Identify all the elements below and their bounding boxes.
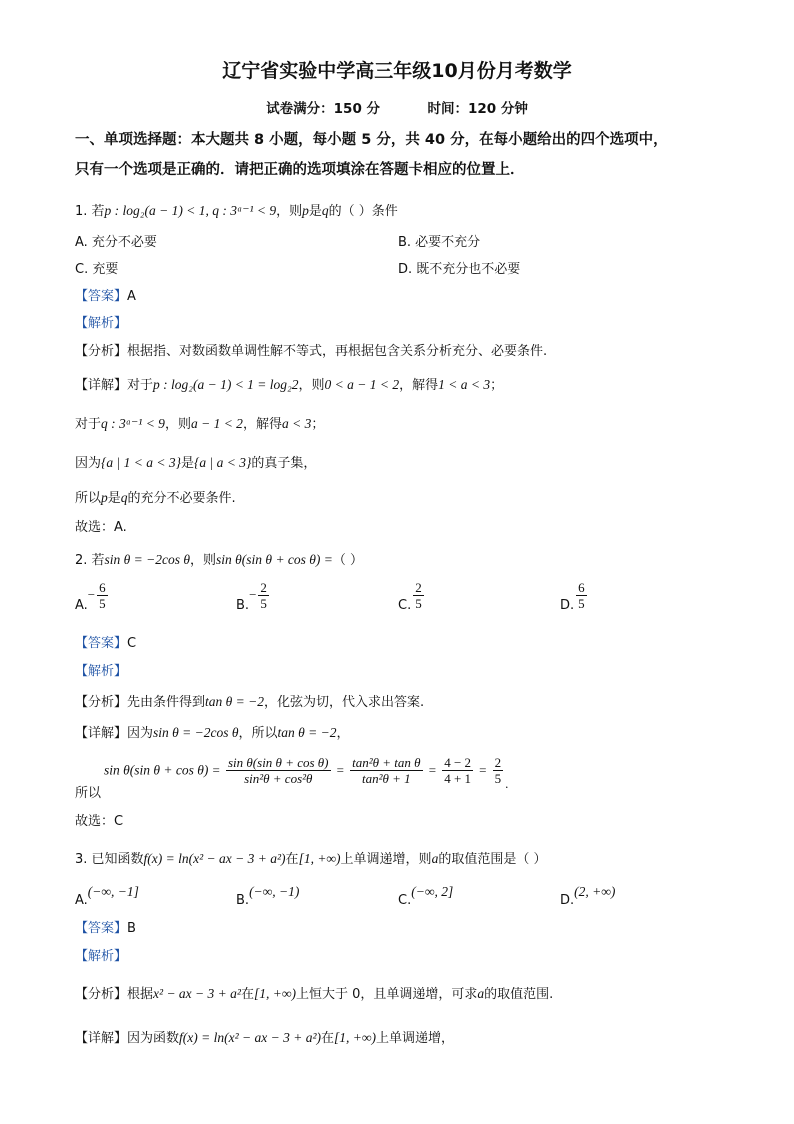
formula: tan θ = −2 — [277, 725, 337, 740]
text: 在 — [240, 987, 254, 1002]
q1-formula: p : log₂(a − 1) < 1, q : 3ᵃ⁻¹ < 9 — [104, 203, 277, 218]
text: ， — [336, 726, 350, 741]
section-heading-line1: 一、单项选择题：本大题共 8 小题，每小题 5 分，共 40 分，在每小题给出的四个选项中， — [75, 132, 668, 148]
fraction-2 — [350, 755, 422, 786]
text: 所以 — [75, 491, 102, 506]
formula: 0 < a − 1 < 2 — [324, 377, 400, 392]
q3-stem — [75, 848, 546, 867]
text: 在 — [285, 852, 299, 867]
q3-number: 3. 已知函数 — [75, 852, 144, 867]
q2-detail-so: 所以 — [75, 786, 102, 801]
q1-detail-line1 — [75, 374, 503, 393]
option-fraction — [258, 580, 269, 611]
option-letter: D. — [560, 598, 575, 613]
denominator: sin²θ + cos²θ — [244, 771, 313, 786]
text: ，则 — [298, 378, 325, 393]
fenxi-tag: 【分析】 — [75, 987, 128, 1002]
fraction-3 — [442, 755, 473, 786]
denominator: 5 — [494, 771, 502, 786]
text: 因为 — [75, 456, 102, 471]
formula: f(x) = ln(x² − ax − 3 + a²) — [143, 851, 286, 866]
text: 上恒大于 0，且单调递增，可求 — [295, 987, 478, 1002]
equals-sign: = — [212, 762, 220, 778]
option-letter: B. — [236, 598, 250, 613]
option-letter: C. — [398, 893, 412, 908]
formula: p : log₂(a − 1) < 1 = log₂2 — [153, 377, 299, 392]
equals-sign: = — [336, 762, 344, 778]
detail-tag: 【详解】 — [75, 1031, 128, 1046]
option-fraction — [576, 580, 587, 611]
q1-p: p — [302, 203, 309, 218]
formula: f(x) = ln(x² − ax − 3 + a²) — [179, 1030, 322, 1045]
fenxi-text: 根据指、对数函数单调性解不等式，再根据包含关系分析充分、必要条件. — [127, 344, 548, 359]
formula: [1, +∞) — [334, 1030, 377, 1045]
q1-text: 是 — [308, 204, 322, 219]
q1-fenxi — [75, 340, 547, 359]
text: 的充分不必要条件. — [127, 491, 236, 506]
q1-text: ，则 — [276, 204, 303, 219]
text: 因为 — [127, 726, 154, 741]
formula: sin θ(sin θ + cos θ) = — [216, 552, 333, 567]
formula: [1, +∞) — [298, 851, 341, 866]
formula: 1 < a < 3 — [438, 377, 491, 392]
q1-detail-line4 — [75, 487, 236, 506]
text: ，解得 — [399, 378, 439, 393]
denominator: 5 — [99, 596, 106, 611]
text: 是 — [107, 491, 121, 506]
text: 的真子集， — [251, 456, 317, 471]
option-letter: A. — [75, 893, 88, 908]
answer-value: A — [127, 289, 136, 304]
formula: p — [101, 490, 108, 505]
denominator: tan²θ + 1 — [362, 771, 411, 786]
q2-stem — [75, 549, 363, 568]
q1-number: 1. 若 — [75, 204, 105, 219]
numerator: sin θ(sin θ + cos θ) — [228, 755, 329, 770]
q2-choose: 故选：C — [75, 814, 124, 829]
formula: x² − ax − 3 + a² — [153, 986, 241, 1001]
formula: sin θ = −2cos θ — [153, 725, 239, 740]
text: 因为函数 — [127, 1031, 180, 1046]
numerator: 6 — [99, 580, 106, 595]
answer-tag: 【答案】 — [75, 636, 128, 651]
option-value: (−∞, −1] — [87, 884, 139, 899]
formula: sin θ = −2cos θ — [104, 552, 191, 567]
option-sign: − — [249, 587, 257, 602]
q3-option-d — [560, 884, 616, 908]
equals-sign: = — [479, 762, 487, 778]
q2-answer — [75, 632, 136, 651]
fenxi-tag: 【分析】 — [75, 695, 128, 710]
formula: a — [431, 851, 439, 866]
exam-meta — [0, 97, 794, 117]
formula: a − 1 < 2 — [190, 416, 243, 431]
q1-analysis-tag: 【解析】 — [75, 316, 128, 331]
text: 对于 — [75, 417, 102, 432]
q1-answer — [75, 285, 136, 304]
option-letter: A. — [75, 598, 88, 613]
formula: q — [120, 490, 128, 505]
option-fraction — [413, 580, 424, 611]
score-info: 试卷满分：150 分 — [266, 101, 381, 117]
answer-tag: 【答案】 — [75, 289, 128, 304]
denominator: 5 — [578, 596, 585, 611]
q3-detail-line1 — [75, 1027, 454, 1046]
q3-analysis-tag: 【解析】 — [75, 949, 128, 964]
denominator: 4 + 1 — [444, 771, 472, 786]
q1-q: q — [321, 203, 329, 218]
q1-option-a: A. 充分不必要 — [75, 235, 157, 250]
option-sign: − — [87, 587, 96, 602]
q3-fenxi — [75, 983, 553, 1002]
option-letter: B. — [236, 893, 250, 908]
q2-analysis-tag: 【解析】 — [75, 664, 128, 679]
formula: [1, +∞) — [253, 986, 296, 1001]
q2-detail-line1 — [75, 722, 350, 741]
text: 先由条件得到 — [127, 695, 206, 710]
numerator: tan²θ + tan θ — [352, 755, 421, 770]
denominator: 5 — [260, 596, 267, 611]
text: 在 — [321, 1031, 335, 1046]
q1-stem — [75, 200, 398, 219]
numerator: 2 — [415, 580, 422, 595]
formula: {a | a < 3} — [194, 455, 252, 470]
formula: q : 3ᵃ⁻¹ < 9 — [101, 416, 165, 431]
text: ； — [311, 417, 325, 432]
numerator: 2 — [260, 580, 267, 595]
detail-tag: 【详解】 — [75, 378, 128, 393]
answer-tag: 【答案】 — [75, 921, 128, 936]
text: 的取值范围是（ ） — [438, 852, 547, 867]
q2-option-c — [398, 580, 426, 611]
q3-answer — [75, 917, 136, 936]
q3-option-a — [75, 884, 139, 908]
q3-option-b — [236, 884, 300, 908]
text: ，所以 — [238, 726, 278, 741]
option-value: (2, +∞) — [574, 884, 616, 899]
answer-value: C — [127, 636, 137, 651]
q2-option-d — [560, 580, 589, 611]
formula: {a | 1 < a < 3} — [101, 455, 181, 470]
text: 是 — [181, 456, 195, 471]
fenxi-tag: 【分析】 — [75, 344, 128, 359]
q2-option-a — [75, 580, 110, 611]
option-letter: D. — [560, 893, 575, 908]
q1-detail-line2 — [75, 413, 324, 432]
time-info: 时间：120 分钟 — [427, 101, 528, 117]
text: ，则 — [164, 417, 191, 432]
option-value: (−∞, −1) — [249, 884, 300, 899]
text: 对于 — [127, 378, 154, 393]
fraction-1 — [226, 755, 331, 786]
option-value: (−∞, 2] — [411, 884, 454, 899]
text: 上单调递增， — [376, 1031, 455, 1046]
q1-detail-line3 — [75, 452, 316, 471]
q2-number: 2. 若 — [75, 553, 105, 568]
formula: tan θ = −2 — [205, 694, 265, 709]
answer-value: B — [127, 921, 136, 936]
text: ，解得 — [242, 417, 282, 432]
q2-option-b — [236, 580, 271, 611]
text: ，则 — [190, 553, 217, 568]
text: ； — [490, 378, 504, 393]
q1-option-d: D. 既不充分也不必要 — [398, 262, 521, 277]
denominator: 5 — [415, 596, 422, 611]
page-title: 辽宁省实验中学高三年级10月份月考数学 — [222, 60, 572, 82]
q2-fenxi — [75, 691, 424, 710]
detail-tag: 【详解】 — [75, 726, 128, 741]
numerator: 6 — [578, 580, 585, 595]
q3-option-c — [398, 884, 454, 908]
q1-text: 的（ ）条件 — [328, 204, 398, 219]
numerator: 4 − 2 — [444, 755, 472, 770]
fraction-4 — [493, 755, 504, 786]
q2-detail-equation — [104, 755, 508, 792]
text: 上单调递增，则 — [340, 852, 432, 867]
q1-choose: 故选：A. — [75, 520, 127, 535]
formula: a — [477, 986, 485, 1001]
formula: a < 3 — [281, 416, 312, 431]
text: 根据 — [127, 987, 154, 1002]
period: . — [505, 776, 509, 791]
text: （ ） — [332, 553, 364, 568]
q1-option-c: C. 充要 — [75, 262, 119, 277]
numerator: 2 — [494, 755, 502, 770]
q1-option-b: B. 必要不充分 — [398, 235, 481, 250]
option-fraction — [97, 580, 108, 611]
text: 的取值范围. — [484, 987, 554, 1002]
text: ，化弦为切，代入求出答案. — [264, 695, 425, 710]
option-letter: C. — [398, 598, 412, 613]
section-heading-line2: 只有一个选项是正确的．请把正确的选项填涂在答题卡相应的位置上． — [75, 162, 525, 178]
equals-sign: = — [428, 762, 437, 778]
formula: sin θ(sin θ + cos θ) — [104, 762, 209, 778]
